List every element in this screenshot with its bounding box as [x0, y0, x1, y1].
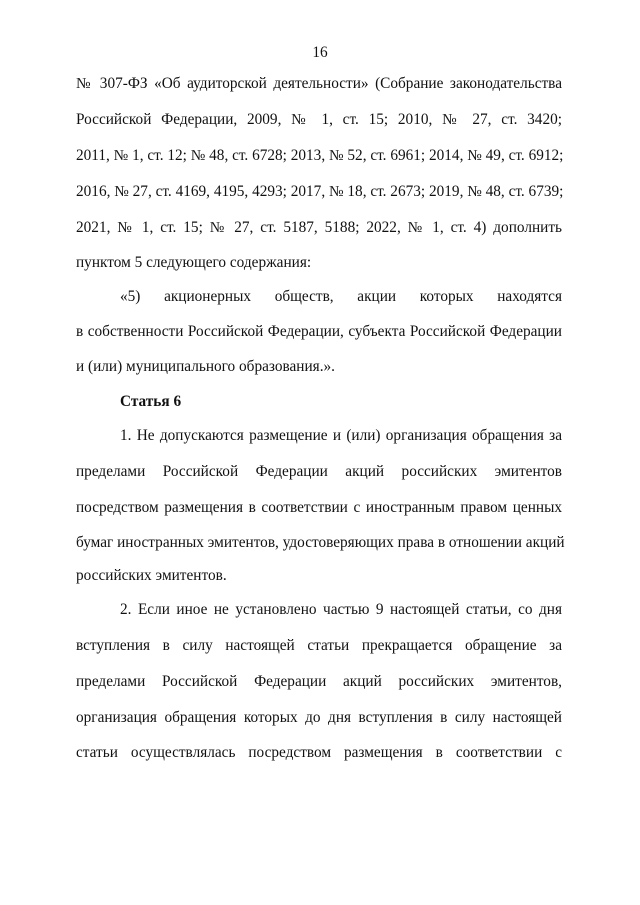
paragraph-4-line: пределами Российской Федерации акций российских эмитентов, [76, 673, 562, 690]
paragraph-2-line: «5) акционерных обществ, акции которых находятся [120, 288, 562, 305]
paragraph-3-line: пределами Российской Федерации акций российских эмитентов [76, 463, 562, 480]
paragraph-1-line: 2021, № 1, ст. 15; № 27, ст. 5187, 5188; 2022, № 1, ст. 4) дополнить [76, 219, 562, 236]
paragraph-3-line: бумаг иностранных эмитентов, удостоверяющих права в отношении акций [76, 534, 565, 551]
paragraph-3-line: 1. Не допускаются размещение и (или) организация обращения за [120, 427, 562, 444]
paragraph-1-line: пунктом 5 следующего содержания: [76, 254, 312, 271]
paragraph-4-line: статьи осуществлялась посредством размещения в соответствии с [76, 744, 562, 761]
article-heading: Статья 6 [120, 393, 182, 410]
paragraph-3-line: посредством размещения в соответствии с иностранным правом ценных [76, 499, 562, 516]
paragraph-1-line: Российской Федерации, 2009, № 1, ст. 15; 2010, № 27, ст. 3420; [76, 111, 562, 128]
paragraph-1-line: 2016, № 27, ст. 4169, 4195, 4293; 2017, № 18, ст. 2673; 2019, № 48, ст. 6739; [76, 183, 564, 200]
paragraph-4-line: 2. Если иное не установлено частью 9 настоящей статьи, со дня [120, 601, 562, 618]
page-number: 16 [312, 44, 328, 61]
paragraph-4-line: организация обращения которых до дня вступления в силу настоящей [76, 709, 562, 726]
paragraph-1-line: 2011, № 1, ст. 12; № 48, ст. 6728; 2013, № 52, ст. 6961; 2014, № 49, ст. 6912; [76, 147, 564, 164]
paragraph-3-line: российских эмитентов. [76, 567, 227, 584]
paragraph-2-line: и (или) муниципального образования.». [76, 358, 336, 375]
paragraph-2-line: в собственности Российской Федерации, субъекта Российской Федерации [76, 323, 562, 340]
paragraph-1-line: № 307-ФЗ «Об аудиторской деятельности» (Собрание законодательства [76, 75, 562, 92]
paragraph-4-line: вступления в силу настоящей статьи прекращается обращение за [76, 637, 562, 654]
